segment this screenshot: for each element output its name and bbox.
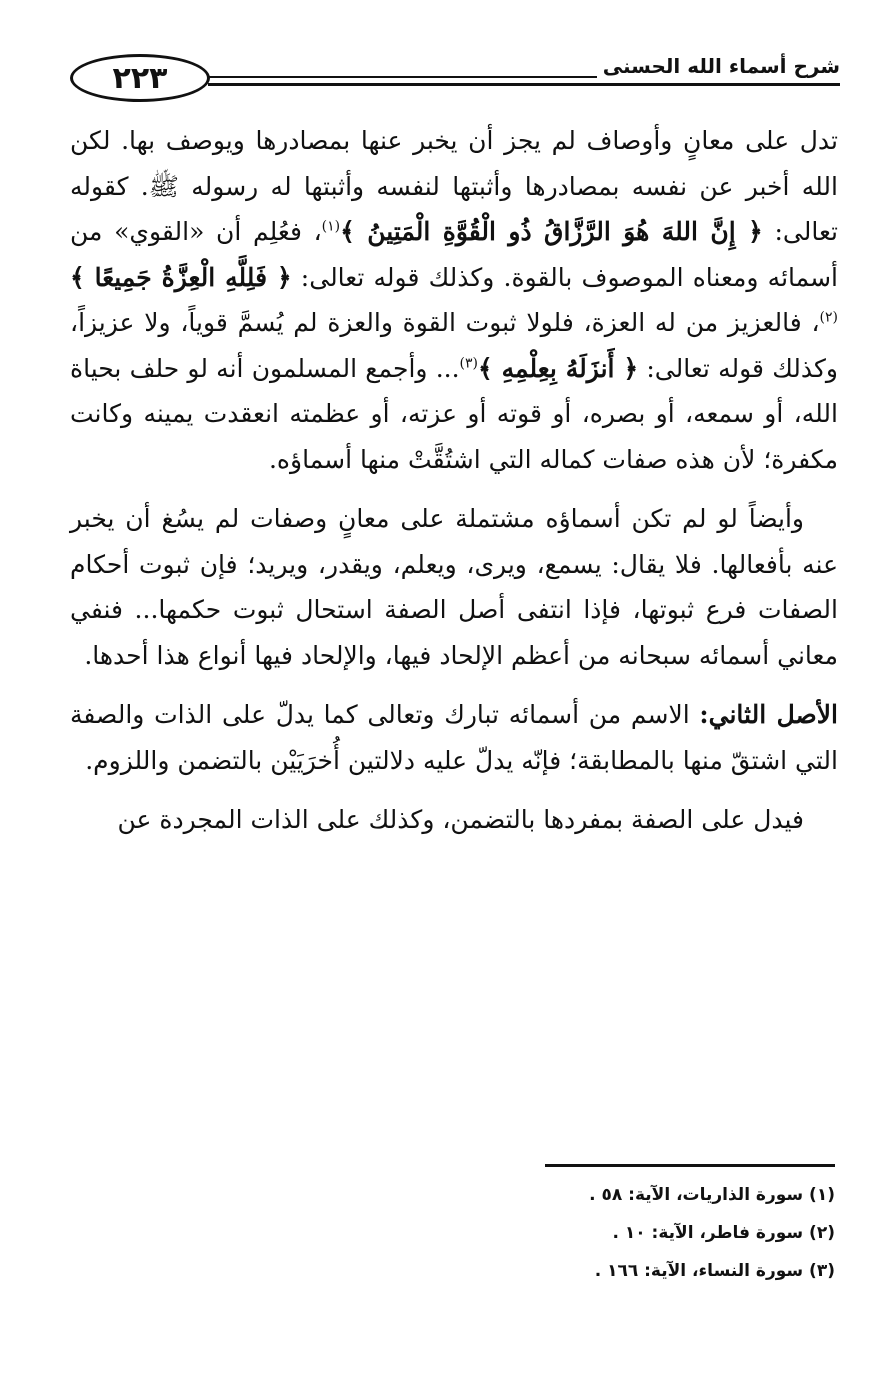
book-title: شرح أسماء الله الحسنى [597, 54, 840, 78]
footnote-ref-2: (٢) [819, 309, 838, 326]
footnote-ref-1: (١) [321, 218, 341, 235]
paragraph-3-text: الاسم من أسمائه تبارك وتعالى كما يدلّ على الذات والصفة التي اشتقّ منها بالمطابقة؛ فإنّه يدلّ عليه دلالتين أُخرَيَيْن بالتضمن واللزوم. [70, 700, 838, 775]
quran-verse-1: ﴿ إِنَّ اللهَ هُوَ الرَّزَّاقُ ذُو الْقُوَّةِ الْمَتِينُ ﴾ [340, 217, 763, 246]
header-rule-thin [208, 76, 640, 78]
footnote-2: (٢) سورة فاطر، الآية: ١٠ . [612, 1223, 835, 1243]
paragraph-4: فيدل على الصفة بمفردها بالتضمن، وكذلك على الذات المجردة عن [117, 805, 804, 834]
paragraph-1 [70, 118, 838, 482]
paragraph-1-text-4: ... وأجمع المسلمون أنه لو حلف بحياة الله، أو سمعه، أو بصره، أو قوته أو عزته، أو عظمته انعقدت يمينه وكانت مكفرة؛ لأن هذه صفات كماله التي اشتُقَّتْ منها أسماؤه. [70, 353, 838, 474]
footnote-3: (٣) سورة النساء، الآية: ١٦٦ . [594, 1261, 835, 1281]
paragraph-3-lead: الأصل الثاني: [699, 700, 838, 729]
page-header [60, 52, 840, 108]
page-number: ٢٢٣ [70, 54, 210, 102]
footnote-separator [545, 1164, 835, 1167]
quran-verse-3: ﴿ أَنزَلَهُ بِعِلْمِهِ ﴾ [478, 353, 639, 383]
quran-verse-2: ﴿ فَلِلَّهِ الْعِزَّةُ جَمِيعًا ﴾ [70, 262, 292, 292]
paragraph-3 [70, 692, 838, 783]
footnote-1: (١) سورة الذاريات، الآية: ٥٨ . [589, 1185, 835, 1205]
paragraph-1-text-3: ، فالعزيز من له العزة، فلولا ثبوت القوة والعزة لم يُسمَّ قوياً، ولا عزيزاً، وكذلك قوله تعالى: [70, 308, 838, 383]
main-text [70, 118, 838, 857]
footnote-ref-3: (٣) [459, 355, 479, 372]
footnotes [335, 1176, 835, 1290]
paragraph-1-text-1: تدل على معانٍ وأوصاف لم يجز أن يخبر عنها بمصادرها ويوصف بها. لكن الله أخبر عن نفسه بمصادرها وأثبتها لنفسه وأثبتها له رسوله ﷺ. كقوله تعالى: [70, 126, 838, 246]
paragraph-2: وأيضاً لو لم تكن أسماؤه مشتملة على معانٍ وصفات لم يسُغ أن يخبر عنه بأفعالها. فلا يقال: يسمع، ويرى، ويعلم، ويقدر، ويريد؛ فإن ثبوت أحكام الصفات فرع ثبوتها، فإذا انتفى أصل الصفة استحال ثبوت حكمها... فنفي معاني أسمائه سبحانه من أعظم الإلحاد فيها، والإلحاد فيها أنواع هذا أحدها. [70, 504, 838, 670]
paragraph-1-text-2: ، فعُلِم أن «القوي» من أسمائه ومعناه الموصوف بالقوة. وكذلك قوله تعالى: [70, 217, 838, 292]
header-rule-thick [208, 83, 840, 86]
